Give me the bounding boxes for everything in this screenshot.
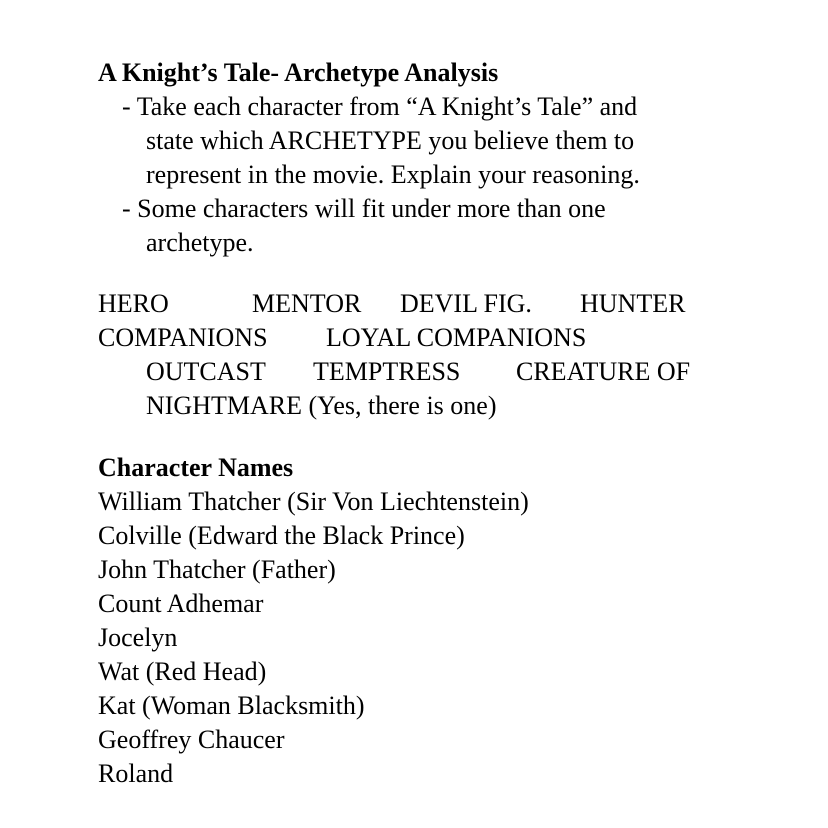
archetype-companions: COMPANIONS <box>98 323 268 352</box>
list-item: Roland <box>98 759 174 788</box>
list-item: Geoffrey Chaucer <box>98 725 285 754</box>
archetype-mentor: MENTOR <box>252 289 362 318</box>
document-title: A Knight’s Tale- Archetype Analysis <box>98 58 499 87</box>
instruction-1-line-1: - Take each character from “A Knight’s Tale” and <box>122 92 638 121</box>
archetype-outcast: OUTCAST <box>146 357 266 386</box>
archetype-hero: HERO <box>98 289 169 318</box>
archetype-hunter: HUNTER <box>580 289 686 318</box>
archetype-nightmare: NIGHTMARE (Yes, there is one) <box>146 391 497 420</box>
list-item: Colville (Edward the Black Prince) <box>98 521 465 550</box>
character-names-heading: Character Names <box>98 453 294 482</box>
archetype-creature-of: CREATURE OF <box>516 357 691 386</box>
archetype-loyal-companions: LOYAL COMPANIONS <box>326 323 587 352</box>
list-item: Wat (Red Head) <box>98 657 267 686</box>
instruction-2-line-1: - Some characters will fit under more than one <box>122 194 606 223</box>
archetype-temptress: TEMPTRESS <box>313 357 461 386</box>
list-item: Jocelyn <box>98 623 178 652</box>
list-item: Count Adhemar <box>98 589 264 618</box>
list-item: Kat (Woman Blacksmith) <box>98 691 365 720</box>
instruction-1-line-2: state which ARCHETYPE you believe them to <box>146 126 635 155</box>
instruction-1-line-3: represent in the movie. Explain your reasoning. <box>146 160 640 189</box>
list-item: John Thatcher (Father) <box>98 555 336 584</box>
list-item: William Thatcher (Sir Von Liechtenstein) <box>98 487 529 516</box>
instruction-2-line-2: archetype. <box>146 228 254 257</box>
character-names-list <box>98 485 529 791</box>
archetype-devil-figure: DEVIL FIG. <box>400 289 532 318</box>
